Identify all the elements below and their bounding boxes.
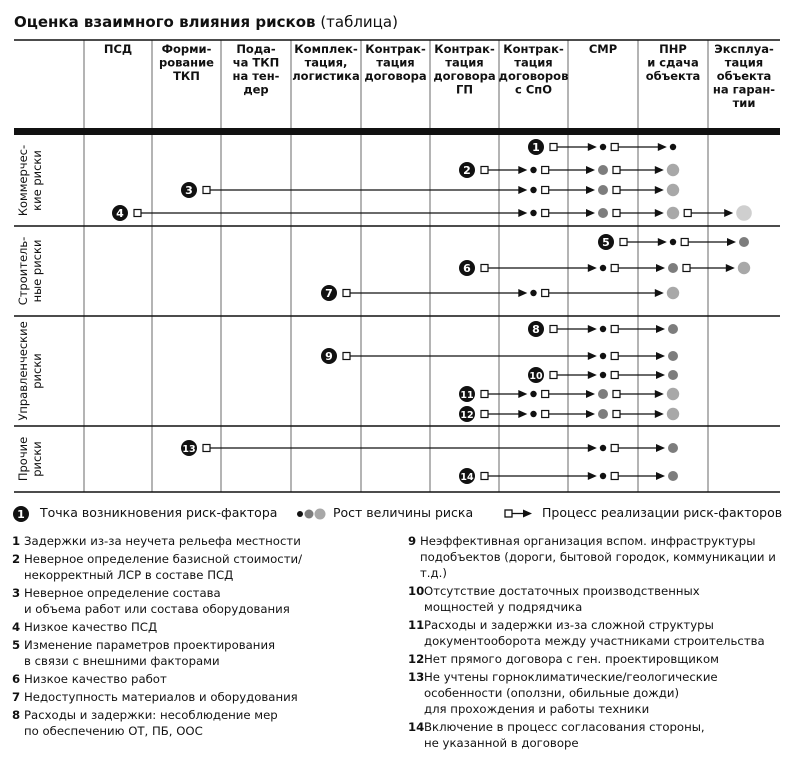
note-number: 6 (12, 672, 21, 686)
risk-number: 6 (463, 262, 471, 275)
notes-left (12, 533, 402, 741)
note-number: 7 (12, 690, 21, 704)
growth-dots-icon (296, 505, 326, 523)
process-arrowhead (656, 352, 665, 360)
risk-number: 9 (325, 350, 333, 363)
column-header: Контрак-тация договора ГП (433, 42, 496, 97)
process-arrowhead (655, 209, 664, 217)
process-square (481, 473, 488, 480)
column-header: ПСД (103, 42, 133, 56)
risk-dot (668, 443, 678, 453)
risk-dot (600, 372, 606, 378)
risk-dot (668, 370, 678, 380)
note-item (12, 689, 402, 705)
process-arrowhead (588, 371, 597, 379)
note-number: 3 (12, 586, 21, 600)
process-square (542, 210, 549, 217)
risk-dot (600, 473, 606, 479)
process-arrowhead (586, 209, 595, 217)
risk-number: 7 (325, 287, 333, 300)
note-text: Задержки из-за неучета рельефа местности (24, 534, 301, 548)
column-header: Контрак-тация договора (364, 42, 427, 83)
process-square (611, 372, 618, 379)
process-square (481, 411, 488, 418)
risk-dot (667, 408, 679, 420)
risk-number: 11 (460, 390, 474, 401)
column-header: ПНР и сдача объекта (645, 42, 701, 83)
legend-growth (296, 504, 473, 523)
process-square (203, 445, 210, 452)
risk-dot (530, 167, 536, 173)
note-number: 12 (408, 652, 425, 666)
process-square (550, 326, 557, 333)
risk-dot (600, 326, 606, 332)
risk-dot (530, 187, 536, 193)
risk-dot (670, 239, 676, 245)
note-text: Расходы и задержки из-за сложной структуры документооборота между участниками строительства (424, 618, 765, 648)
notes-right (408, 533, 798, 753)
risk-row-12 (459, 406, 679, 422)
group-label: Строитель-ные риски (16, 236, 44, 306)
note-item (12, 551, 402, 583)
note-item (408, 617, 798, 649)
risk-dot (598, 208, 608, 218)
process-square (613, 210, 620, 217)
note-number: 5 (12, 638, 21, 652)
risk-dot (530, 411, 536, 417)
note-number: 14 (408, 720, 425, 734)
risk-dot (600, 445, 606, 451)
process-square (542, 187, 549, 194)
process-square (550, 144, 557, 151)
group-label: Управленческиериски (16, 321, 44, 421)
risk-row-9 (321, 348, 678, 364)
process-square (683, 265, 690, 272)
legend-point-text: Точка возникновения риск-фактора (39, 505, 278, 520)
risk-number: 14 (460, 472, 474, 483)
process-arrowhead (655, 166, 664, 174)
risk-dot (600, 144, 606, 150)
process-square (542, 167, 549, 174)
process-arrowhead (656, 325, 665, 333)
process-arrowhead (588, 264, 597, 272)
risk-dot (598, 409, 608, 419)
column-header: Форми-рование ТКП (159, 42, 214, 83)
process-arrowhead (655, 186, 664, 194)
column-header: Пода-ча ТКП на тен-дер (232, 42, 280, 97)
risk-dot (600, 353, 606, 359)
risk-number: 10 (529, 371, 543, 382)
note-item (12, 533, 402, 549)
risk-dot (739, 237, 749, 247)
process-arrowhead (655, 289, 664, 297)
column-header: Эксплуа-тация объекта на гаран-тии (712, 42, 776, 110)
risk-dot (530, 290, 536, 296)
risk-row-1 (528, 139, 676, 155)
risk-row-2 (459, 162, 679, 178)
process-square (611, 353, 618, 360)
note-item (408, 583, 798, 615)
process-arrowhead (518, 166, 527, 174)
process-arrowhead (658, 238, 667, 246)
note-item (12, 671, 402, 687)
note-number: 1 (12, 534, 21, 548)
note-number: 2 (12, 552, 21, 566)
note-number: 11 (408, 618, 425, 632)
risk-dot (530, 210, 536, 216)
note-text: Неверное определение состава и объема работ или состава оборудования (24, 586, 290, 616)
process-arrowhead (518, 289, 527, 297)
note-number: 8 (12, 708, 21, 722)
process-arrowhead (588, 472, 597, 480)
process-square (550, 372, 557, 379)
risk-dot (600, 265, 606, 271)
process-arrowhead (656, 444, 665, 452)
risk-row-11 (459, 386, 679, 402)
risk-row-8 (528, 321, 678, 337)
risk-dot (667, 184, 679, 196)
process-arrowhead (588, 444, 597, 452)
group-label: Коммерчес-кие риски (16, 144, 44, 217)
process-square (481, 167, 488, 174)
risk-dot (668, 351, 678, 361)
process-square (203, 187, 210, 194)
process-square (611, 144, 618, 151)
note-text: Расходы и задержки: несоблюдение мер по обеспечению ОТ, ПБ, ООС (24, 708, 278, 738)
note-number: 13 (408, 670, 425, 684)
note-text: Неверное определение базисной стоимости/ некорректный ЛСР в составе ПСД (24, 552, 303, 582)
risk-number: 2 (463, 164, 471, 177)
process-square (611, 326, 618, 333)
risk-dot (598, 165, 608, 175)
legend-point-num: 1 (17, 507, 25, 521)
process-arrowhead (518, 410, 527, 418)
legend-growth-text: Рост величины риска (332, 505, 474, 520)
process-arrowhead (727, 238, 736, 246)
process-arrowhead (658, 143, 667, 151)
process-square (620, 239, 627, 246)
point-icon (12, 505, 30, 523)
process-arrowhead (586, 390, 595, 398)
process-square (684, 210, 691, 217)
risk-row-5 (598, 234, 749, 250)
process-arrowhead (656, 371, 665, 379)
process-square (611, 473, 618, 480)
process-square (542, 391, 549, 398)
process-arrowhead (586, 166, 595, 174)
process-arrow-icon (504, 505, 534, 523)
process-arrowhead (656, 472, 665, 480)
note-text: Изменение параметров проектирования в связи с внешними факторами (24, 638, 276, 668)
note-item (408, 719, 798, 751)
risk-number: 4 (116, 207, 124, 220)
note-number: 9 (408, 534, 417, 548)
risk-dot (670, 144, 676, 150)
process-square (613, 187, 620, 194)
risk-dot (667, 287, 679, 299)
risk-number: 3 (185, 184, 193, 197)
process-square (542, 290, 549, 297)
process-arrowhead (724, 209, 733, 217)
risk-dot (667, 207, 679, 219)
note-item (12, 619, 402, 635)
risk-row-7 (321, 285, 679, 301)
risk-number: 8 (532, 323, 540, 336)
legend-process-text: Процесс реализации риск-факторов (541, 505, 783, 520)
process-arrowhead (588, 143, 597, 151)
note-item (408, 533, 798, 581)
process-square (343, 353, 350, 360)
process-square (611, 445, 618, 452)
process-square (681, 239, 688, 246)
process-arrowhead (655, 410, 664, 418)
note-text: Не учтены горноклиматические/геологические особенности (оползни, обильные дожди) для прохождения и работы техники (424, 670, 718, 716)
process-square (481, 265, 488, 272)
process-arrowhead (588, 325, 597, 333)
note-item (12, 637, 402, 669)
note-text: Недоступность материалов и оборудования (24, 690, 298, 704)
risk-number: 12 (460, 410, 474, 421)
risk-dot (530, 391, 536, 397)
process-arrowhead (655, 390, 664, 398)
note-number: 10 (408, 584, 425, 598)
note-number: 4 (12, 620, 21, 634)
process-square (542, 411, 549, 418)
process-arrowhead (726, 264, 735, 272)
process-arrowhead (518, 186, 527, 194)
note-text: Нет прямого договора с ген. проектировщиком (424, 652, 719, 666)
risk-number: 5 (602, 236, 610, 249)
risk-row-10 (528, 367, 678, 383)
group-label: Прочиериски (16, 436, 44, 482)
risk-dot (668, 471, 678, 481)
risk-number: 13 (182, 444, 196, 455)
risk-dot (736, 205, 752, 221)
note-item (12, 707, 402, 739)
risk-dot (598, 389, 608, 399)
note-text: Низкое качество работ (24, 672, 167, 686)
note-text: Низкое качество ПСД (24, 620, 158, 634)
process-square (613, 167, 620, 174)
risk-row-6 (459, 260, 750, 276)
note-text: Неэффективная организация вспом. инфраструктуры подобъектов (дороги, бытовой городок, коммуникации и т.д.) (420, 534, 776, 580)
process-square (134, 210, 141, 217)
risk-dot (667, 388, 679, 400)
risk-dot (738, 262, 750, 274)
process-square (343, 290, 350, 297)
header-bar (14, 128, 780, 135)
title-bold: Оценка взаимного влияния рисков (14, 13, 316, 31)
note-item (12, 585, 402, 617)
legend-process (504, 504, 782, 523)
process-square (481, 391, 488, 398)
column-header: СМР (588, 42, 618, 56)
risk-dot (598, 185, 608, 195)
note-item (408, 651, 798, 667)
process-arrowhead (518, 390, 527, 398)
note-item (408, 669, 798, 717)
process-arrowhead (588, 352, 597, 360)
process-square (613, 391, 620, 398)
risk-number: 1 (532, 141, 540, 154)
process-square (613, 411, 620, 418)
column-header: Комплек-тация, логистика (292, 42, 360, 83)
risk-dot (667, 164, 679, 176)
risk-row-13 (181, 440, 678, 456)
risk-row-14 (459, 468, 678, 484)
column-header: Контрак-тация договоров с СпО (498, 42, 569, 97)
process-arrowhead (656, 264, 665, 272)
risk-dot (668, 263, 678, 273)
legend-point (12, 504, 277, 523)
note-text: Отсутствие достаточных производственных мощностей у подрядчика (424, 584, 700, 614)
risk-dot (668, 324, 678, 334)
title-normal: (таблица) (320, 13, 398, 31)
risk-row-4 (112, 205, 752, 221)
note-text: Включение в процесс согласования стороны, не указанной в договоре (424, 720, 705, 750)
process-arrowhead (586, 186, 595, 194)
process-square (611, 265, 618, 272)
process-arrowhead (586, 410, 595, 418)
process-arrowhead (518, 209, 527, 217)
